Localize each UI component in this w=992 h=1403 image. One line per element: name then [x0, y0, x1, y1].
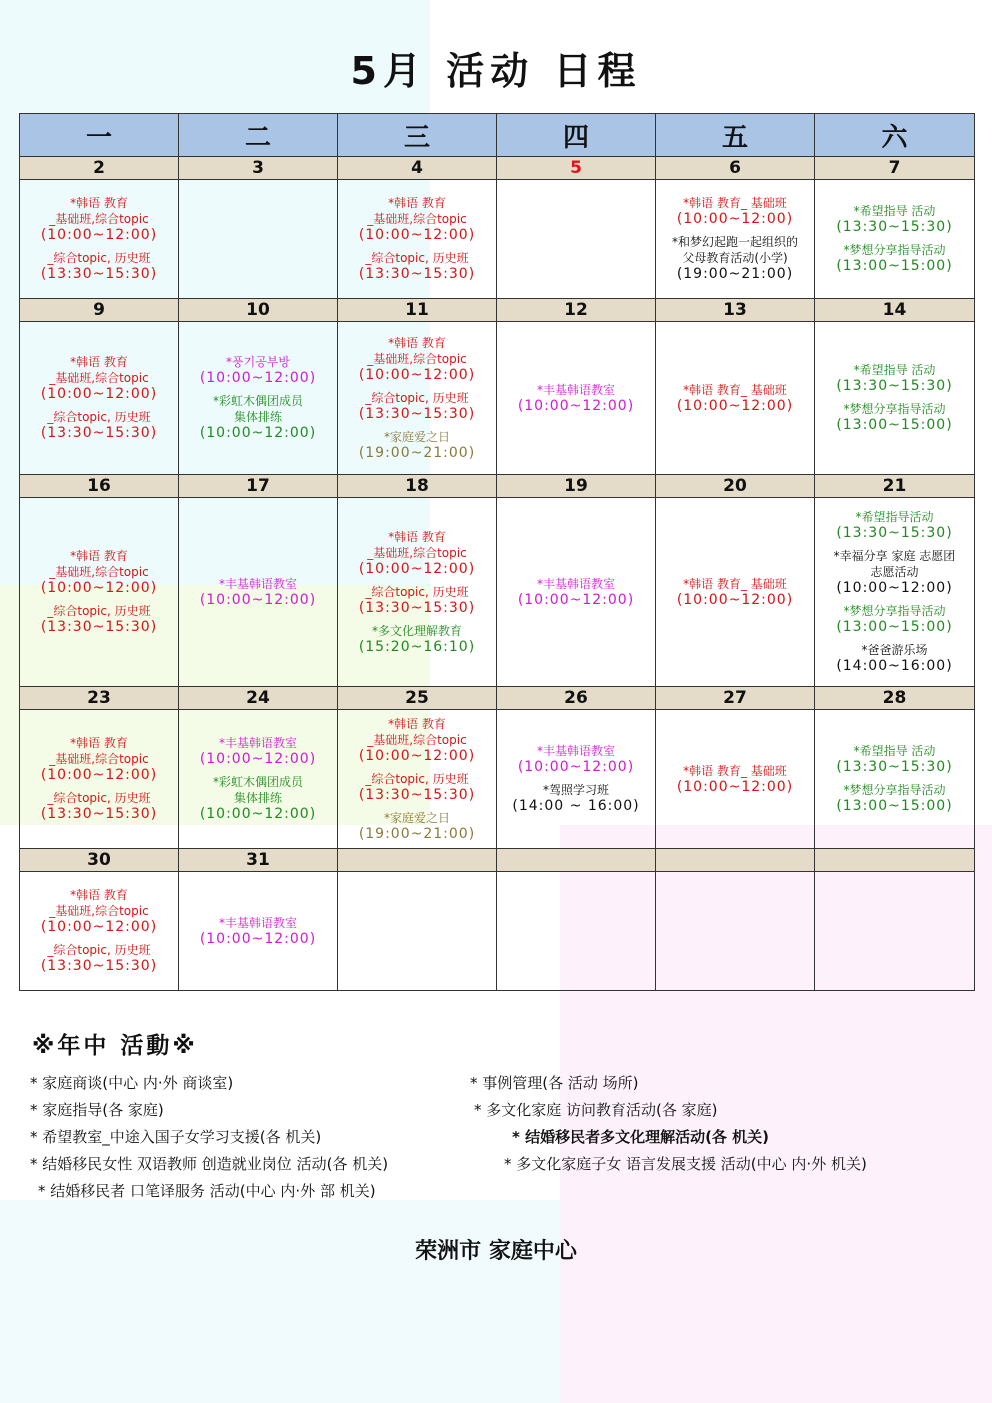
weekday-tue: 二 — [179, 114, 338, 157]
event-title: *希望指导 活动 — [853, 363, 936, 377]
event-title: *韩语 教育 — [388, 716, 446, 731]
year-activity-item: * 事例管理(各 活动 场所) — [470, 1074, 639, 1092]
event-title: *韩语 教育 — [70, 355, 128, 369]
event-title: *彩虹木偶团成员 — [212, 394, 303, 408]
event-time: (10:00~12:00) — [676, 778, 794, 795]
event-time: (10:00~12:00) — [40, 919, 158, 935]
event-time: (10:00~12:00) — [358, 560, 476, 577]
event-title: _综合topic, 历史班 — [365, 584, 469, 599]
event-time: (10:00~12:00) — [199, 591, 317, 608]
day-number — [815, 849, 975, 872]
event-title: *希望指导活动 — [855, 510, 934, 524]
event-title: 父母教育活动(小学) — [682, 251, 788, 265]
event-title: *韩语 教育 — [70, 736, 128, 750]
event-time: (13:30~15:30) — [836, 525, 953, 541]
event-time: (13:30~15:30) — [40, 619, 158, 635]
event-title: _基础班,综合topic — [49, 212, 149, 226]
event-time: (13:00~15:00) — [836, 258, 953, 274]
event-title: 集体排练 — [233, 410, 282, 424]
day-number: 6 — [656, 157, 815, 180]
day-number: 25 — [338, 687, 497, 710]
event-time: (10:00~12:00) — [40, 767, 158, 783]
event-time: (13:30~15:30) — [40, 958, 158, 974]
event-title: _基础班,综合topic — [367, 351, 467, 366]
event-time: (10:00~12:00) — [517, 759, 635, 775]
event-title: _综合topic, 历史班 — [365, 771, 469, 786]
year-activity-item: * 家庭指导(各 家庭) — [30, 1101, 164, 1119]
day-number-row — [20, 475, 975, 498]
event-title: _基础班,综合topic — [49, 371, 149, 385]
year-activity-item: * 多文化家庭 访问教育活动(各 家庭) — [474, 1101, 718, 1119]
footer-organization: 荣洲市 家庭中心 — [415, 1239, 577, 1264]
day-number: 31 — [179, 849, 338, 872]
event-time: (19:00~21:00) — [358, 825, 476, 842]
day-cell — [20, 872, 179, 991]
event-time: (10:00~12:00) — [199, 806, 317, 822]
event-time: (10:00~12:00) — [517, 591, 635, 608]
weekday-mon: 一 — [20, 114, 179, 157]
day-cell — [656, 180, 815, 299]
event-time: (10:00~12:00) — [358, 747, 476, 764]
event-time: (13:30~15:30) — [358, 599, 476, 616]
day-cell — [815, 710, 975, 849]
day-number: 9 — [20, 299, 179, 322]
event-title: *多文化理解教育 — [371, 623, 462, 638]
event-title: _基础班,综合topic — [49, 904, 149, 918]
day-cell — [497, 498, 656, 687]
day-number: 12 — [497, 299, 656, 322]
event-title: _基础班,综合topic — [367, 545, 467, 560]
events-row — [20, 180, 975, 299]
event-title: *彩虹木偶团成员 — [212, 775, 303, 789]
day-cell — [338, 710, 497, 849]
day-number-row — [20, 157, 975, 180]
day-number: 20 — [656, 475, 815, 498]
event-title: *和梦幻起跑一起组织的 — [671, 235, 798, 249]
day-cell — [497, 322, 656, 475]
day-cell — [20, 180, 179, 299]
event-title: *幸福分享 家庭 志愿团 — [833, 549, 956, 563]
day-number-row — [20, 299, 975, 322]
day-cell — [20, 710, 179, 849]
event-title: _基础班,综合topic — [49, 565, 149, 579]
event-title: _综合topic, 历史班 — [47, 943, 151, 957]
event-title: *丰基韩语教室 — [218, 576, 297, 591]
year-activity-item: * 结婚移民者 口笔译服务 活动(中心 内·外 部 机关) — [38, 1182, 376, 1200]
day-cell — [497, 180, 656, 299]
event-time: (13:30~15:30) — [836, 378, 953, 394]
event-time: (10:00~12:00) — [358, 227, 476, 243]
event-title: _综合topic, 历史班 — [365, 251, 469, 265]
day-cell — [656, 322, 815, 475]
day-cell — [497, 872, 656, 991]
day-number-row — [20, 687, 975, 710]
event-time: (13:30~15:30) — [358, 266, 476, 282]
day-number: 7 — [815, 157, 975, 180]
event-time: (13:00~15:00) — [836, 619, 953, 635]
event-title: *풍기공부방 — [226, 355, 290, 369]
event-title: *家庭爱之日 — [383, 810, 450, 825]
event-title: 志愿活动 — [870, 565, 919, 579]
day-number: 16 — [20, 475, 179, 498]
event-title: *梦想分享指导活动 — [843, 783, 946, 797]
day-number: 3 — [179, 157, 338, 180]
day-number — [338, 849, 497, 872]
event-title: _基础班,综合topic — [367, 732, 467, 747]
event-time: (10:00~12:00) — [199, 425, 317, 441]
day-number: 18 — [338, 475, 497, 498]
event-title: *家庭爱之日 — [383, 429, 450, 444]
year-activity-item: * 多文化家庭子女 语言发展支援 活动(中心 内·外 机关) — [504, 1155, 867, 1173]
day-cell — [815, 180, 975, 299]
event-time: (13:30~15:30) — [358, 786, 476, 803]
event-title: *韩语 教育_ 基础班 — [683, 382, 787, 397]
event-title: *韩语 教育_ 基础班 — [683, 196, 787, 210]
day-cell — [179, 872, 338, 991]
event-time: (10:00~12:00) — [517, 397, 635, 414]
weekday-sat: 六 — [815, 114, 975, 157]
day-cell — [179, 322, 338, 475]
day-number: 23 — [20, 687, 179, 710]
event-title: *韩语 教育_ 基础班 — [683, 576, 787, 591]
event-title: *韩语 教育 — [70, 549, 128, 563]
event-title: *丰基韩语教室 — [536, 744, 615, 758]
day-number: 21 — [815, 475, 975, 498]
event-title: *梦想分享指导活动 — [843, 243, 946, 257]
day-number: 27 — [656, 687, 815, 710]
day-cell — [656, 872, 815, 991]
day-number: 28 — [815, 687, 975, 710]
weekday-fri: 五 — [656, 114, 815, 157]
events-row — [20, 872, 975, 991]
event-time: (13:30~15:30) — [40, 266, 158, 282]
day-number: 2 — [20, 157, 179, 180]
calendar-body — [20, 157, 975, 991]
event-title: *爸爸游乐场 — [861, 643, 928, 657]
event-title: _基础班,综合topic — [49, 752, 149, 766]
day-number: 24 — [179, 687, 338, 710]
day-cell — [656, 498, 815, 687]
event-title: *希望指导 活动 — [853, 204, 936, 218]
event-time: (10:00~12:00) — [199, 930, 317, 947]
event-time: (10:00~12:00) — [676, 211, 794, 227]
event-time: (10:00~12:00) — [676, 397, 794, 414]
event-title: *丰基韩语教室 — [536, 382, 615, 397]
event-time: (14:00~16:00) — [836, 658, 953, 674]
day-number: 26 — [497, 687, 656, 710]
event-time: (13:30~15:30) — [40, 806, 158, 822]
year-activities-title: ※年中 活動※ — [32, 1033, 198, 1059]
event-time: (14:00 ~ 16:00) — [512, 798, 640, 814]
event-title: *韩语 教育 — [70, 196, 128, 210]
day-cell — [179, 710, 338, 849]
event-time: (10:00~12:00) — [199, 370, 317, 386]
event-title: _综合topic, 历史班 — [47, 604, 151, 618]
event-title: *丰基韩语教室 — [218, 736, 297, 750]
event-title: _综合topic, 历史班 — [47, 410, 151, 424]
day-cell — [338, 322, 497, 475]
day-number-row — [20, 849, 975, 872]
day-number: 14 — [815, 299, 975, 322]
event-title: _基础班,综合topic — [367, 212, 467, 226]
day-cell — [656, 710, 815, 849]
event-title: *韩语 教育 — [388, 196, 446, 210]
page-title: 5月 活动 日程 — [350, 49, 642, 93]
event-title: *韩语 教育 — [388, 529, 446, 544]
event-time: (10:00~12:00) — [40, 227, 158, 243]
background-tint-light-cyan — [0, 1200, 560, 1403]
day-cell — [179, 498, 338, 687]
event-title: *丰基韩语教室 — [218, 915, 297, 930]
day-cell — [338, 872, 497, 991]
event-time: (19:00~21:00) — [676, 266, 794, 282]
event-time: (13:30~15:30) — [358, 405, 476, 422]
event-title: *韩语 教育 — [388, 335, 446, 350]
day-cell — [179, 180, 338, 299]
day-number — [656, 849, 815, 872]
day-cell — [20, 498, 179, 687]
day-cell — [497, 710, 656, 849]
event-title: *韩语 教育 — [70, 888, 128, 902]
day-number: 13 — [656, 299, 815, 322]
day-number: 5 — [497, 157, 656, 180]
day-cell — [815, 322, 975, 475]
event-time: (13:30~15:30) — [836, 219, 953, 235]
day-number: 30 — [20, 849, 179, 872]
event-time: (10:00~12:00) — [40, 580, 158, 596]
event-time: (10:00~12:00) — [358, 366, 476, 383]
day-number: 11 — [338, 299, 497, 322]
event-time: (19:00~21:00) — [358, 444, 476, 461]
calendar-table — [19, 113, 975, 991]
day-cell — [338, 498, 497, 687]
event-title: _综合topic, 历史班 — [47, 791, 151, 805]
event-title: *梦想分享指导活动 — [843, 604, 946, 618]
day-number: 19 — [497, 475, 656, 498]
day-cell — [338, 180, 497, 299]
year-activity-item: * 希望教室_中途入国子女学习支援(各 机关) — [30, 1128, 322, 1146]
events-row — [20, 710, 975, 849]
events-row — [20, 498, 975, 687]
event-title: *梦想分享指导活动 — [843, 402, 946, 416]
year-activity-item: * 结婚移民者多文化理解活动(各 机关) — [512, 1128, 770, 1146]
day-cell — [815, 872, 975, 991]
year-activity-item: * 结婚移民女性 双语教师 创造就业岗位 活动(各 机关) — [30, 1155, 389, 1173]
day-number: 10 — [179, 299, 338, 322]
event-time: (10:00~12:00) — [40, 386, 158, 402]
day-number: 17 — [179, 475, 338, 498]
event-time: (13:30~15:30) — [836, 759, 953, 775]
day-cell — [815, 498, 975, 687]
day-cell — [20, 322, 179, 475]
event-title: *丰基韩语教室 — [536, 576, 615, 591]
event-time: (13:00~15:00) — [836, 417, 953, 433]
event-time: (15:20~16:10) — [358, 638, 476, 655]
event-time: (13:30~15:30) — [40, 425, 158, 441]
weekday-wed: 三 — [338, 114, 497, 157]
event-title: _综合topic, 历史班 — [47, 251, 151, 265]
event-time: (10:00~12:00) — [676, 591, 794, 608]
event-time: (10:00~12:00) — [836, 580, 953, 596]
event-title: *韩语 教育_ 基础班 — [683, 763, 787, 778]
event-title: _综合topic, 历史班 — [365, 390, 469, 405]
events-row — [20, 322, 975, 475]
event-title: *希望指导 活动 — [853, 744, 936, 758]
year-activity-item: * 家庭商谈(中心 内·外 商谈室) — [30, 1074, 234, 1092]
event-title: 集体排练 — [233, 791, 282, 805]
weekday-thu: 四 — [497, 114, 656, 157]
event-time: (13:00~15:00) — [836, 798, 953, 814]
event-title: *驾照学习班 — [542, 783, 609, 797]
day-number: 4 — [338, 157, 497, 180]
day-number — [497, 849, 656, 872]
event-time: (10:00~12:00) — [199, 751, 317, 767]
weekday-header-row — [20, 114, 975, 157]
